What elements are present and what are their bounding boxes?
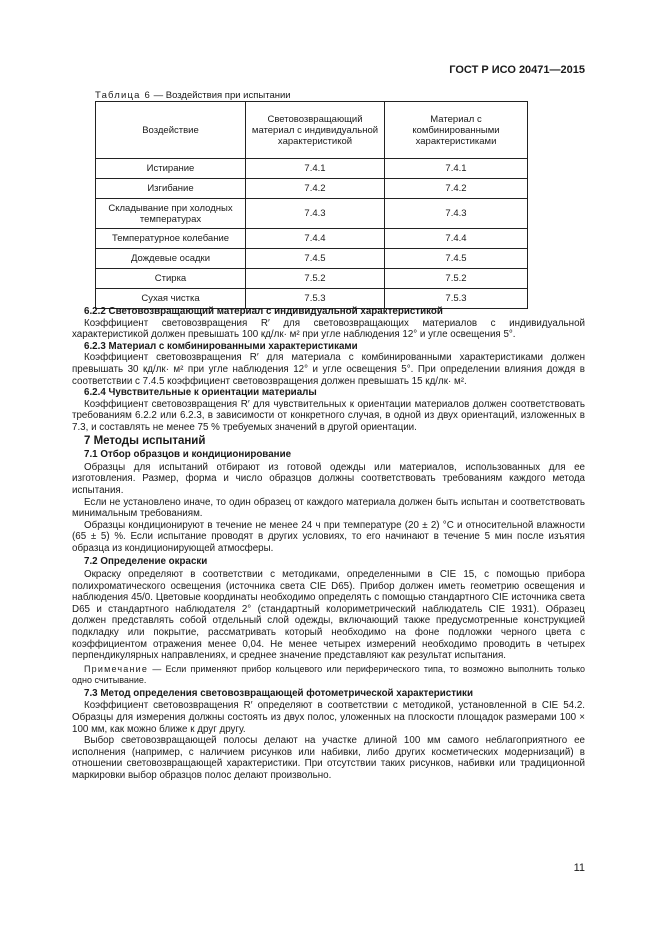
section-heading: 6.2.3 Материал с комбинированными характеристиками <box>84 340 358 352</box>
paragraph: Коэффициент световозвращения R′ определяют в соответствии с методикой, установленной в CIE 54.2. Образцы для измерения должны состоять из двух полос, уложенных на плоскости площадок размерами 100 × 100 мм, как можно ближе к друг другу. <box>72 700 585 735</box>
table-row <box>96 249 528 269</box>
paragraph: Образцы кондиционируют в течение не менее 24 ч при температуре (20 ± 2) °C и относительной влажности (65 ± 5) %. Если испытание проводят в других условиях, то его начинают в течение 5 мин после изъятия образца из кондиционирующей атмосферы. <box>72 519 585 554</box>
table-row <box>96 159 528 179</box>
standard-header: ГОСТ Р ИСО 20471—2015 <box>449 64 585 76</box>
table-caption-text: — Воздействия при испытании <box>150 90 291 101</box>
table-col-header: Световозвращающий материал с индивидуальной характеристикой <box>246 102 385 159</box>
table-cell: 7.4.3 <box>385 199 528 229</box>
paragraph: Коэффициент световозвращения R′ для световозвращающих материалов с индивидуальной характеристикой должен превышать 100 кд/лк· м² при угле наблюдения 12° и угле освещения 5°. <box>72 317 585 341</box>
table-cell: 7.4.2 <box>385 179 528 199</box>
table-row <box>96 229 528 249</box>
table-row <box>96 199 528 229</box>
section-heading: 6.2.4 Чувствительные к ориентации материалы <box>84 387 317 399</box>
table-cell: Дождевые осадки <box>96 249 246 269</box>
chapter-heading: 7 Методы испытаний <box>84 434 206 447</box>
effects-table <box>95 101 528 309</box>
table-cell: 7.4.5 <box>246 249 385 269</box>
table-cell: Сухая чистка <box>96 289 246 309</box>
table-cell: 7.4.2 <box>246 179 385 199</box>
table-cell: 7.4.4 <box>385 229 528 249</box>
paragraph: Если не установлено иначе, то один образец от каждого материала должен быть испытан и соответствовать минимальным требованиям. <box>72 496 585 520</box>
table-cell: 7.4.5 <box>385 249 528 269</box>
table-caption <box>95 90 291 101</box>
note-text: — Если применяют прибор кольцевого или периферического типа, то возможно выполнить только одно считывание. <box>72 663 585 685</box>
table-header-row <box>96 102 528 159</box>
table-cell: 7.5.2 <box>246 269 385 289</box>
note <box>72 664 585 686</box>
body-text <box>72 306 585 782</box>
table-row <box>96 269 528 289</box>
table-cell: 7.4.1 <box>385 159 528 179</box>
table-cell: 7.4.3 <box>246 199 385 229</box>
note-label: Примечание <box>84 663 149 674</box>
table-cell: Изгибание <box>96 179 246 199</box>
table-cell: 7.4.1 <box>246 159 385 179</box>
table-row <box>96 179 528 199</box>
paragraph: Коэффициент световозвращения R′ для материала с комбинированными характеристиками должен превышать 30 кд/лк· м² при угле наблюдения 12° и угле освещения 5°. При определении влияния дождя в соответствии с 7.4.5 коэффициент световозвращения должен превышать 15 кд/лк· м². <box>72 352 585 387</box>
section-heading: 6.2.2 Световозвращающий материал с индивидуальной характеристикой <box>84 306 443 317</box>
table-cell: Истирание <box>96 159 246 179</box>
page-number: 11 <box>573 862 585 874</box>
table-caption-label: Таблица 6 <box>95 90 151 101</box>
paragraph: Образцы для испытаний отбирают из готовой одежды или материалов, использованных для ее изготовления. Размер, форма и число образцов должны соответствовать требованиям каждого метода испытания. <box>72 461 585 496</box>
table-cell: 7.4.4 <box>246 229 385 249</box>
table-col-header: Воздействие <box>96 102 246 159</box>
paragraph: Коэффициент световозвращения R′ для чувствительных к ориентации материалов должен соответствовать требованиям 6.2.2 или 6.2.3, в зависимости от конкретного случая, в одной из двух ориентаций, изложенных в 7.3, и составлять не менее 75 % требуемых значений в другой ориентации. <box>72 398 585 433</box>
paragraph: Окраску определяют в соответствии с методиками, определенными в CIE 15, с помощью прибора полихроматического освещения (источника света CIE D65). Прибор должен иметь геометрию освещения и наблюдения 45/0. Цветовые координаты необходимо определять с помощью стандартного CIE источника света D65 и стандартного наблюдателя 2° (стандартный колориметрический наблюдатель CIE 1931). Образец должен представлять собой отдельный слой одежды, включающий также предусмотренные конструкцией подкладку или покрытие, рассматривать который необходимо на фоне подложки черного цвета с коэффициентом отражения менее 0,04. Не менее четырех измерений необходимо проводить в четырех перпендикулярных направлениях, и среднее значение представляют как результат испытания. <box>72 569 585 662</box>
table-col-header: Материал с комбинированными характеристиками <box>385 102 528 159</box>
section-heading: 7.1 Отбор образцов и кондиционирование <box>84 449 292 461</box>
table-cell: Складывание при холодных температурах <box>96 199 246 229</box>
paragraph: Выбор световозвращающей полосы делают на участке длиной 100 мм самого неблагоприятного ее исполнения (например, с наличием рисунков или набивки, либо других косметических модернизаций) в отношении световозвращающей характеристики. При отсутствии таких рисунков, набивки или традиционной маркировки выбор образцов полос делают произвольно. <box>72 735 585 781</box>
table-cell: 7.5.3 <box>385 289 528 309</box>
table-cell: 7.5.2 <box>385 269 528 289</box>
table-cell: 7.5.3 <box>246 289 385 309</box>
section-heading: 7.2 Определение окраски <box>84 556 208 568</box>
section-heading: 7.3 Метод определения световозвращающей фотометрической характеристики <box>84 687 473 699</box>
table-cell: Стирка <box>96 269 246 289</box>
table-cell: Температурное колебание <box>96 229 246 249</box>
